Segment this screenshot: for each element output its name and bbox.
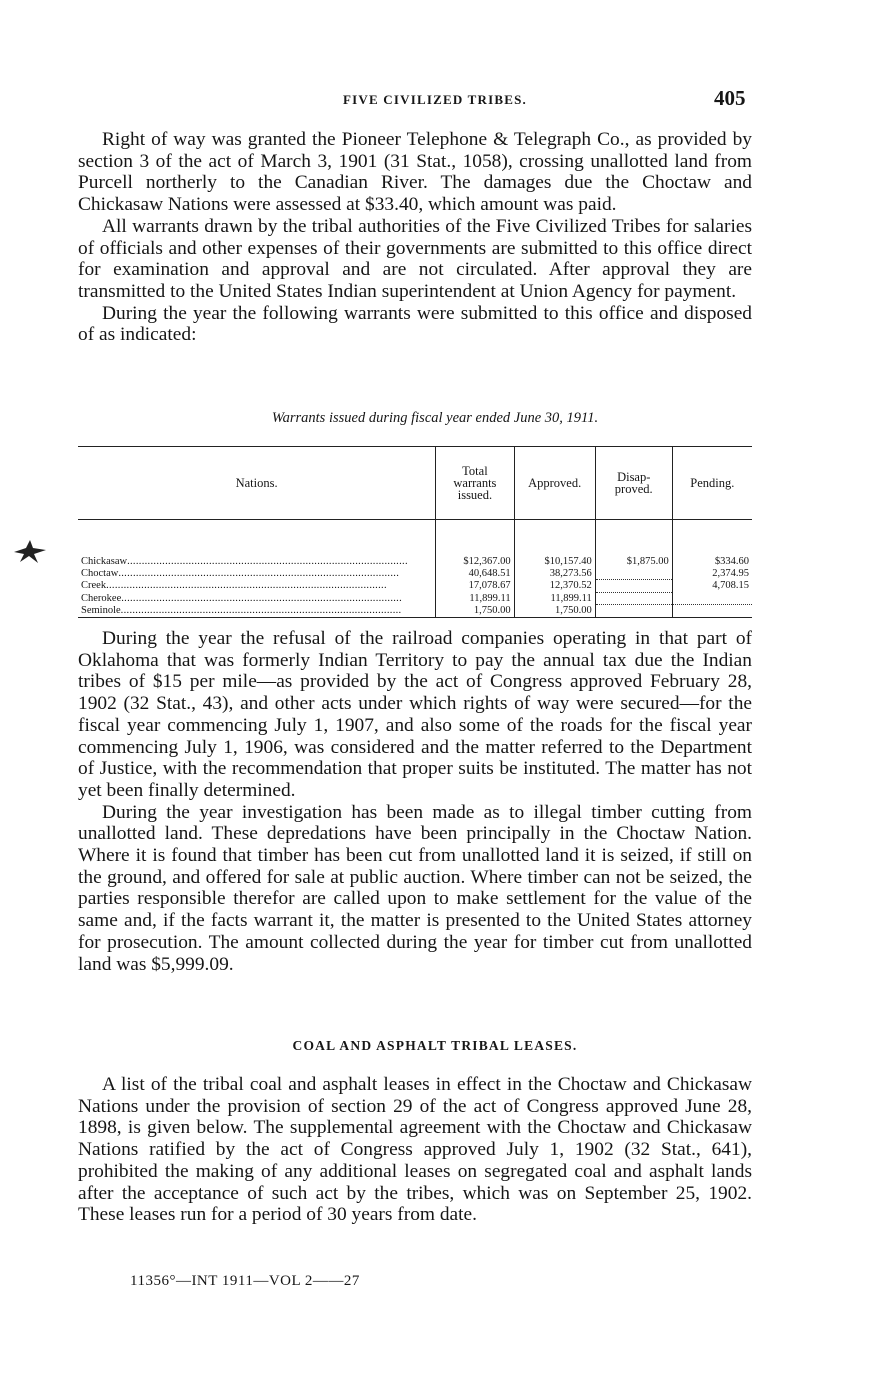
disapproved-cell — [595, 592, 672, 605]
approved-cell: $10,157.40 — [514, 520, 595, 568]
running-header-title: FIVE CIVILIZED TRIBES. — [342, 92, 528, 107]
paragraph-warrants-intro: During the year the following warrants were submitted to this office and disposed of as indicated: — [78, 302, 752, 346]
pending-cell: $334.60 — [672, 520, 752, 568]
nation-cell: Chickasaw................................................................................................ — [81, 556, 408, 567]
nation-cell: Choctaw................................................................................................ — [81, 567, 400, 579]
approved-cell: 38,273.56 — [514, 568, 595, 580]
total-cell: $12,367.00 — [436, 520, 514, 568]
disapproved-cell: $1,875.00 — [595, 520, 672, 568]
nation-cell: Seminole................................................................................................ — [78, 605, 436, 618]
paragraph-right-of-way: Right of way was granted the Pioneer Telephone & Telegraph Co., as provided by section 3 of the act of March 3, 1901 (31 Stat., 1058), crossing unallotted land from Purcell northerly to the Canadian River. The damages due the Choctaw and Chickasaw Nations were assessed at $33.40, which amount was paid. — [78, 129, 752, 216]
warrants-table — [78, 446, 752, 618]
nation-name: Chickasaw — [81, 556, 128, 567]
approved-cell: 11,899.11 — [514, 592, 595, 605]
column-header-approved: Approved. — [514, 447, 595, 520]
table-header-row — [78, 447, 752, 520]
disapproved-cell — [595, 580, 672, 593]
disapproved-cell — [595, 568, 672, 580]
paragraph-warrants: All warrants drawn by the tribal authorities of the Five Civilized Tribes for salaries of officials and other expenses of their governments are submitted to this office direct for examination and approval and are not circulated. After approval they are transmitted to the United States Indian superintendent at Union Agency for payment. — [78, 215, 752, 302]
page-number: 405 — [714, 86, 746, 110]
table-row — [78, 568, 752, 580]
ink-blot-mark — [12, 536, 48, 566]
nation-name: Choctaw — [81, 567, 119, 579]
column-header-disapproved: Disap-proved. — [595, 447, 672, 520]
column-header-pending: Pending. — [672, 447, 752, 520]
pending-cell — [672, 592, 752, 605]
total-cell: 1,750.00 — [436, 605, 514, 618]
column-header-total: Total warrants issued. — [436, 447, 514, 520]
total-cell: 40,648.51 — [436, 568, 514, 580]
paragraph-leases: A list of the tribal coal and asphalt leases in effect in the Choctaw and Chickasaw Nations under the provision of section 29 of the act of Congress approved June 28, 1898, is given below. The supplemental agreement with the Choctaw and Chickasaw Nations ratified by the act of Congress approved July 1, 1902 (32 Stat., 641), prohibited the making of any additional leases on segregated coal and asphalt lands after the acceptance of such act by the tribes, which was on September 25, 1902. These leases run for a period of 30 years from date. — [78, 1074, 752, 1226]
column-header-nations: Nations. — [78, 447, 436, 520]
nation-name: Cherokee — [81, 592, 122, 604]
pending-cell: 2,374.95 — [672, 568, 752, 580]
bottom-text-block — [78, 1074, 752, 1226]
nation-cell: Creek................................................................................................ — [81, 580, 387, 592]
nation-name: Creek — [81, 580, 107, 592]
total-cell: 17,078.67 — [436, 580, 514, 593]
paragraph-timber: During the year investigation has been made as to illegal timber cutting from unallotted land. These depredations have been principally in the Choctaw Nation. Where it is found that timber has been cut from unallotted land it is seized, if still on the ground, and offered for sale at public auction. Where timber can not be seized, the parties responsible therefor are called upon to make settlement for the value of the same and, if the facts warrant it, the matter is presented to the United States attorney for prosecution. The amount collected during the year for timber cut from unallotted land was $5,999.09. — [78, 801, 752, 975]
approved-cell: 1,750.00 — [514, 605, 595, 618]
table-caption: Warrants issued during fiscal year ended June 30, 1911. — [271, 410, 599, 426]
pending-cell — [672, 605, 752, 618]
table-row — [78, 605, 752, 618]
pending-cell: 4,708.15 — [672, 580, 752, 593]
section-heading: COAL AND ASPHALT TRIBAL LEASES. — [292, 1038, 578, 1053]
approved-cell: 12,370.52 — [514, 580, 595, 593]
top-text-block — [78, 129, 752, 346]
total-cell: 11,899.11 — [436, 592, 514, 605]
nation-cell: Cherokee................................................................................................ — [81, 592, 403, 604]
table-row — [78, 580, 752, 593]
paragraph-railroad-tax: During the year the refusal of the railroad companies operating in that part of Oklahoma that was formerly Indian Territory to pay the annual tax due the Indian tribes of $15 per mile—as provided by the act of Congress approved February 28, 1902 (32 Stat., 43), and other acts under which rights of way were secured—for the fiscal year commencing July 1, 1907, and also some of the roads for the fiscal year commencing July 1, 1906, was considered and the matter referred to the Department of Justice, with the recommendation that proper suits be instituted. The matter has not yet been finally determined. — [78, 628, 752, 801]
nation-name: Seminole — [81, 605, 121, 617]
table-row — [78, 520, 752, 568]
middle-text-block — [78, 628, 752, 975]
signature-footer: 11356°—INT 1911—VOL 2——27 — [130, 1273, 360, 1289]
disapproved-cell — [595, 605, 672, 618]
table-row — [78, 592, 752, 605]
